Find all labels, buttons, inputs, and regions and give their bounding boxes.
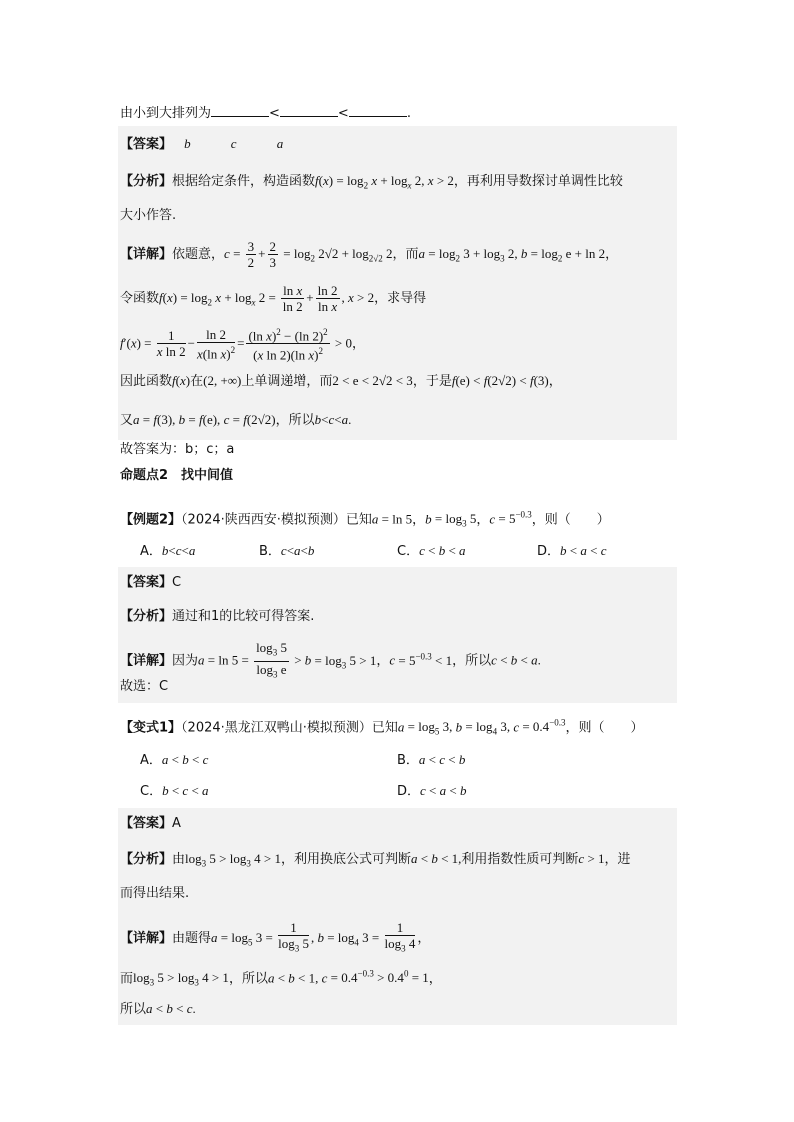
section-title: 命题点2 找中间值 (120, 468, 234, 483)
conclusion-1: 故答案为：b；c；a (120, 442, 235, 457)
detail-line-2: 令函数$f(x) = \log_2 x + \log_x 2$ = $\frac{\text{ln x}}{\ln 2}$ + $\frac{\ln 2}{\text{ln x}}$ , x > 2，求导得 (120, 283, 427, 314)
variant-tag: 【变式1】 (120, 720, 182, 736)
option-c[interactable]: C．b < c < a (140, 783, 209, 799)
analysis-tag: 【分析】 (120, 174, 173, 189)
variant-1-question: 【变式1】（2024·黑龙江双鸭山·模拟预测）已知$a = \log_5 3$, $b = \log_4 3$, $c = 0.4^{-0.3}$，则（ ） (120, 718, 644, 737)
detail-line-8: 而$\log_3 5 > \log_3 4 > 1$，所以a < b < 1, $c = 0.4^{-0.3} > 0.4^0 = 1$， (120, 969, 442, 988)
answer-line-3: 【答案】A (120, 816, 181, 831)
analysis-line-1: 【分析】根据给定条件，构造函数$f(x) = \log_2 x + \log_x 2$, x > 2，再利用导数探讨单调性比较 (120, 173, 623, 191)
solution-background-2 (118, 567, 677, 703)
detail-tag: 【详解】 (120, 247, 173, 262)
analysis-line-3: 【分析】通过和1的比较可得答案. (120, 609, 315, 624)
option-a[interactable]: A．a < b < c (140, 752, 209, 768)
detail-line-4: 因此函数f(x)在(2, +∞)上单调递增，而2 < e < 2√2 < 3，于是f(e) < f(2√2) < f(3)， (120, 373, 562, 389)
intro-line: 由小到大排列为 < < . (120, 106, 411, 121)
detail-line-6: 【详解】因为a = ln 5 = $\frac{\log_3 5}{\log_3 e}$ > $b = \log_3 5 > 1$，$c = 5^{-0.3} < 1$，所以c < b < a. (120, 640, 541, 680)
example-2-question: 【例题2】（2024·陕西西安·模拟预测）已知a = ln 5，$b = \log_3 5$，$c = 5^{-0.3}$，则（ ） (120, 510, 610, 529)
answer-line-2: 【答案】C (120, 575, 182, 590)
answer-blank (349, 104, 407, 117)
answer-blank (280, 104, 338, 117)
detail-line-3: f′(x) = $\frac{1}{\text{x ln 2}}$ − $\frac{\ln 2}{x(\ln x)^2}$ = $\frac{(\ln x)^2 - (\ln 2)^2}{(x \ln 2)(\ln x)^2}$ > 0， (120, 326, 366, 363)
detail-line-7: 【详解】由题得$a = \log_5 3$ = $\frac{1}{\log_3 5}$ , $b = \log_4 3$ = $\frac{1}{\log_3 4}$ ， (120, 920, 431, 954)
analysis-line-4: 【分析】由$\log_3 5 > \log_3 4 > 1$，利用换底公式可判断a < b < 1,利用指数性质可判断c > 1，进 (120, 851, 631, 869)
answer-tag: 【答案】 (120, 137, 173, 152)
formula: f (315, 173, 319, 188)
intro-text: 由小到大排列为 (120, 106, 212, 121)
option-b[interactable]: B．c<a<b (259, 543, 315, 559)
option-d[interactable]: D．c < a < b (397, 783, 467, 799)
analysis-line-5: 而得出结果. (120, 886, 190, 901)
detail-line-5: 又a = f(3), b = f(e), c = f(2√2)，所以b<c<a. (120, 412, 352, 428)
option-a[interactable]: A．b<c<a (140, 543, 196, 559)
conclusion-2: 故选：C (120, 679, 169, 694)
option-c[interactable]: C．c < b < a (397, 543, 466, 559)
detail-line-1: 【详解】依题意，c = $\frac{3}{2}$ + $\frac{2}{3}$ = $\log_2 2√2 + \log_{2√2} 2$，而$a = \log_2 3 + \log_3 2$, $b = \log_2 e + \ln 2$， (120, 239, 619, 270)
option-d[interactable]: D．b < a < c (537, 543, 607, 559)
option-b[interactable]: B．a < c < b (397, 752, 466, 768)
analysis-line-2: 大小作答. (120, 208, 177, 223)
detail-line-9: 所以a < b < c. (120, 1001, 196, 1017)
example-tag: 【例题2】 (120, 512, 182, 528)
answer-line-1: 【答案】 b c a (120, 136, 284, 152)
answer-blank (211, 104, 269, 117)
